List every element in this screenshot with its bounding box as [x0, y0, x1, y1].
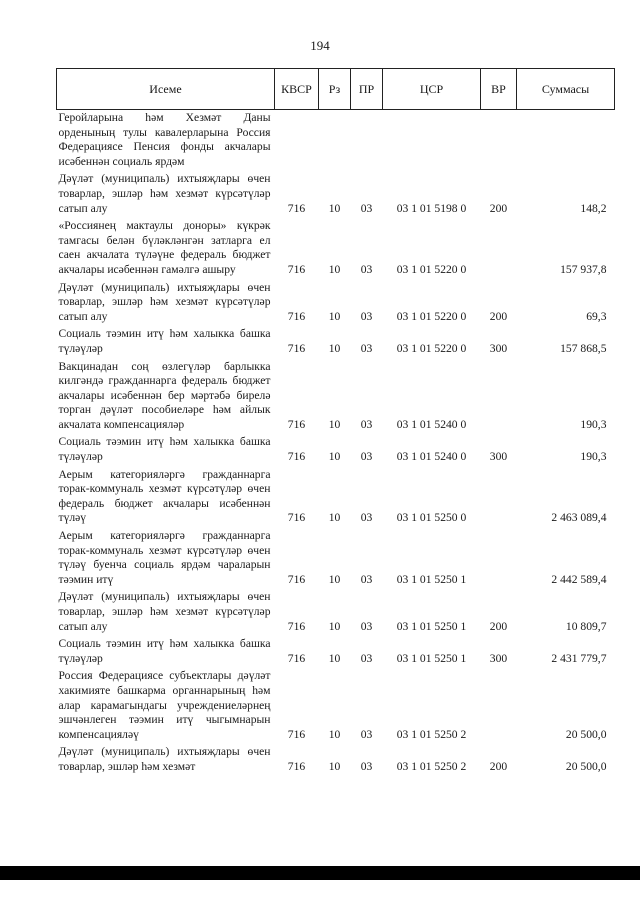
- row-csr: 03 1 01 5250 0: [396, 511, 467, 525]
- row-kvsr: 716: [287, 341, 306, 355]
- header-vr: ВР: [481, 69, 517, 110]
- table-row: [57, 636, 615, 668]
- row-vr: [481, 668, 517, 744]
- table-row: [57, 280, 615, 327]
- row-rz: [319, 110, 351, 172]
- table-row: [57, 434, 615, 466]
- row-sum: 69,3: [586, 309, 607, 323]
- table-row: [57, 359, 615, 435]
- row-csr: [383, 110, 481, 172]
- row-sum: 190,3: [580, 417, 607, 431]
- row-name: Россия Федерациясе субъектлары дәүләт хакимияте башкарма органнарының һәм алар карамагындагы учреждениеләрнең эшчәнлеген тәэмин итү чыгымнарын компенсацияләү: [58, 669, 271, 741]
- row-vr: [481, 359, 517, 435]
- row-kvsr: 716: [287, 572, 306, 586]
- row-kvsr: 716: [287, 727, 306, 741]
- row-pr: 03: [360, 341, 373, 355]
- row-rz: 10: [328, 619, 341, 633]
- row-kvsr: 716: [287, 450, 306, 464]
- row-sum: 10 809,7: [565, 619, 607, 633]
- row-sum: [517, 110, 615, 172]
- table-body: [57, 110, 615, 777]
- row-csr: 03 1 01 5240 0: [396, 450, 467, 464]
- header-pr: ПР: [351, 69, 383, 110]
- row-csr: 03 1 01 5240 0: [396, 417, 467, 431]
- row-kvsr: 716: [287, 759, 306, 773]
- row-rz: 10: [328, 759, 341, 773]
- row-name: Социаль тәэмин итү һәм халыкка башка түләүләр: [58, 327, 271, 355]
- row-name: Социаль тәэмин итү һәм халыкка башка түләүләр: [58, 435, 271, 464]
- scan-footer-bar: [0, 866, 640, 880]
- row-name: Вакцинадан соң өзлегүләр барлыкка килгәндә гражданнарга федераль бюджет акчалары исәбеннән бер мәртәбә бирелә торган дәүләт пособиеләре һәм айлык акчалата компенсацияләр: [58, 359, 271, 431]
- row-sum: 2 442 589,4: [551, 572, 607, 586]
- table-header: [57, 69, 615, 110]
- header-csr: ЦСР: [383, 69, 481, 110]
- budget-table: [56, 68, 615, 777]
- row-pr: 03: [360, 309, 373, 323]
- row-vr: 200: [489, 309, 508, 323]
- row-vr: 200: [489, 619, 508, 633]
- row-pr: 03: [360, 572, 373, 586]
- table-row: [57, 326, 615, 358]
- row-name: Дәүләт (муниципаль) ихтыяҗлары өчен товарлар, эшләр һәм хезмәт күрсәтүләр сатып алу: [58, 172, 271, 215]
- row-kvsr: 716: [287, 417, 306, 431]
- row-sum: 190,3: [580, 450, 607, 464]
- row-rz: 10: [328, 450, 341, 464]
- header-rz: Рз: [319, 69, 351, 110]
- row-rz: 10: [328, 262, 341, 276]
- row-kvsr: 716: [287, 651, 306, 665]
- row-name: Геройларына һәм Хезмәт Даны орденының тулы кавалерларына Россия Федерациясе Пенсия фонды акчалары исәбеннән социаль ярдәм: [58, 111, 271, 168]
- row-vr: [481, 528, 517, 589]
- header-kvsr: КВСР: [275, 69, 319, 110]
- row-sum: 2 463 089,4: [551, 511, 607, 525]
- row-kvsr: 716: [287, 511, 306, 525]
- row-csr: 03 1 01 5250 1: [396, 651, 467, 665]
- row-name: Дәүләт (муниципаль) ихтыяҗлары өчен товарлар, эшләр һәм хезмәт күрсәтүләр сатып алу: [58, 280, 271, 323]
- row-pr: 03: [360, 201, 373, 215]
- table-row: [57, 589, 615, 636]
- row-vr: 200: [489, 759, 508, 773]
- row-rz: 10: [328, 309, 341, 323]
- row-vr: 300: [489, 450, 508, 464]
- table-row: [57, 218, 615, 279]
- row-kvsr: 716: [287, 262, 306, 276]
- row-pr: 03: [360, 727, 373, 741]
- row-name: «Россиянең мактаулы доноры» күкрәк тамгасы белән бүләкләнгән затларга ел саен акчалата түләүне федераль бюджет акчалары исәбеннән гамәлгә ашыру: [58, 219, 271, 276]
- row-pr: 03: [360, 262, 373, 276]
- row-csr: 03 1 01 5250 2: [396, 727, 467, 741]
- row-csr: 03 1 01 5220 0: [396, 309, 467, 323]
- table-row: [57, 744, 615, 776]
- row-csr: 03 1 01 5250 1: [396, 572, 467, 586]
- row-vr: [481, 467, 517, 528]
- row-name: Аерым категорияләргә гражданнарга торак-коммуналь хезмәт күрсәтүләр өчен түләү буенча социаль ярдәм чараларын тәэмин итү: [58, 529, 271, 586]
- row-sum: 148,2: [580, 201, 607, 215]
- row-rz: 10: [328, 511, 341, 525]
- row-csr: 03 1 01 5220 0: [396, 262, 467, 276]
- row-vr: 200: [489, 201, 508, 215]
- table-row: [57, 171, 615, 218]
- row-name: Социаль тәэмин итү һәм халыкка башка түләүләр: [58, 637, 271, 665]
- row-name: Дәүләт (муниципаль) ихтыяҗлары өчен товарлар, эшләр һәм хезмәт күрсәтүләр сатып алу: [58, 590, 271, 633]
- row-vr: [481, 218, 517, 279]
- table-row: [57, 668, 615, 744]
- row-sum: 157 868,5: [560, 341, 607, 355]
- row-rz: 10: [328, 572, 341, 586]
- row-kvsr: [275, 110, 319, 172]
- row-rz: 10: [328, 341, 341, 355]
- row-rz: 10: [328, 417, 341, 431]
- row-vr: 300: [489, 651, 508, 665]
- row-sum: 20 500,0: [565, 727, 607, 741]
- row-rz: 10: [328, 201, 341, 215]
- row-sum: 2 431 779,7: [551, 651, 607, 665]
- row-rz: 10: [328, 651, 341, 665]
- row-kvsr: 716: [287, 201, 306, 215]
- row-csr: 03 1 01 5198 0: [396, 201, 467, 215]
- row-pr: 03: [360, 450, 373, 464]
- page-number: 194: [310, 38, 330, 53]
- row-pr: 03: [360, 651, 373, 665]
- row-rz: 10: [328, 727, 341, 741]
- row-pr: 03: [360, 511, 373, 525]
- table-row: [57, 467, 615, 528]
- row-pr: [351, 110, 383, 172]
- row-csr: 03 1 01 5250 1: [396, 619, 467, 633]
- row-name: Дәүләт (муниципаль) ихтыяҗлары өчен товарлар, эшләр һәм хезмәт: [58, 745, 271, 773]
- row-csr: 03 1 01 5250 2: [396, 759, 467, 773]
- row-csr: 03 1 01 5220 0: [396, 341, 467, 355]
- row-pr: 03: [360, 759, 373, 773]
- row-sum: 20 500,0: [565, 759, 607, 773]
- row-vr: 300: [489, 341, 508, 355]
- row-sum: 157 937,8: [560, 262, 607, 276]
- row-pr: 03: [360, 619, 373, 633]
- row-kvsr: 716: [287, 619, 306, 633]
- row-pr: 03: [360, 417, 373, 431]
- row-name: Аерым категорияләргә гражданнарга торак-коммуналь хезмәт күрсәтүләр өчен федераль бюджет акчалары исәбеннән түләү: [58, 467, 271, 525]
- header-name: Исеме: [57, 69, 275, 110]
- table-row: [57, 528, 615, 589]
- row-vr: [481, 110, 517, 172]
- header-sum: Суммасы: [517, 69, 615, 110]
- row-kvsr: 716: [287, 309, 306, 323]
- table-row: [57, 110, 615, 172]
